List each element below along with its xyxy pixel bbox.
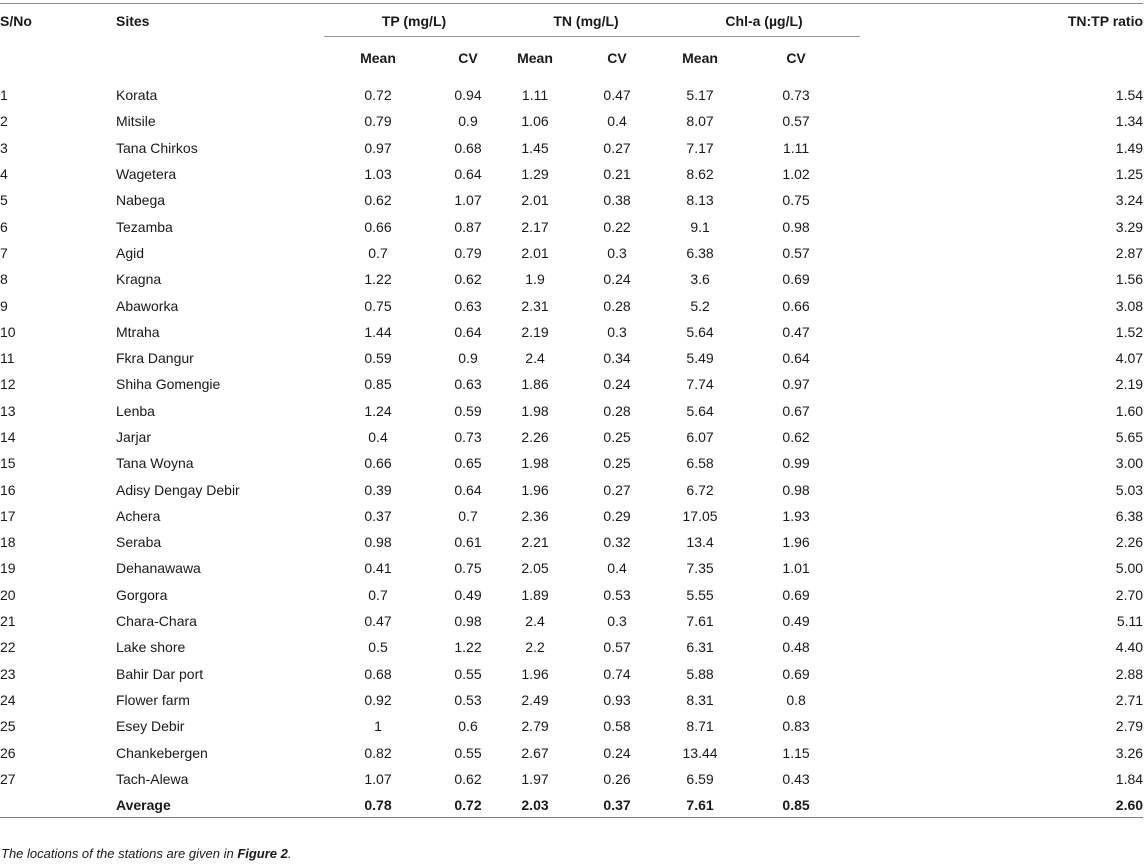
row-site: Bahir Dar port [116,665,204,682]
row-tn-cv: 0.22 [603,218,631,235]
row-tp-cv: 0.63 [454,297,482,314]
row-tp-mean: 1.03 [364,166,392,183]
header-tn-cv: CV [607,49,627,66]
row-tn-mean: 1.86 [521,376,549,393]
row-site: Korata [116,87,158,104]
average-tp-cv: 0.72 [432,792,504,818]
row-tn-cv: 0.25 [603,429,631,445]
row-chl-mean: 5.64 [686,323,714,340]
row-tp-mean: 0.39 [364,481,392,498]
row-tp-cv: 0.75 [454,560,482,577]
row-chl-cv: 0.49 [782,613,810,630]
row-tp-cv: 0.55 [454,665,482,682]
table-row [0,345,1143,371]
row-number: 16 [0,481,16,498]
row-tn-mean: 2.31 [521,297,549,314]
row-chl-mean: 5.17 [686,87,714,104]
row-tp-mean: 0.59 [364,350,392,367]
row-tp-cv: 0.79 [454,244,482,261]
row-site: Wagetera [116,166,177,183]
row-chl-cv: 0.97 [782,376,810,393]
row-tn-cv: 0.74 [603,665,631,682]
row-chl-mean: 6.58 [686,455,714,472]
row-chl-cv: 1.96 [782,534,810,551]
row-ratio: 4.40 [1115,639,1144,656]
table-row [0,503,1143,529]
row-tp-mean: 0.72 [364,87,392,104]
row-ratio: 3.26 [1115,744,1144,761]
table-row [0,108,1143,134]
average-chl-mean: 7.61 [668,792,732,818]
table-row [0,555,1143,581]
row-chl-mean: 6.38 [686,244,714,261]
row-tn-cv: 0.38 [603,192,631,209]
row-tn-cv: 0.34 [603,350,631,367]
header-row-1 [0,4,1143,37]
row-ratio: 1.49 [1115,139,1144,156]
row-tp-mean: 0.7 [368,244,388,261]
row-chl-cv: 0.66 [782,297,810,314]
table-row [0,766,1143,792]
row-chl-mean: 8.07 [686,113,714,130]
row-tn-cv: 0.4 [607,113,627,130]
row-chl-cv: 0.62 [782,429,810,445]
row-chl-mean: 8.31 [686,691,714,708]
row-chl-mean: 13.44 [682,744,718,761]
header-tp-mean: Mean [360,49,396,66]
row-tp-cv: 0.55 [454,744,482,761]
table-row [0,292,1143,318]
row-chl-cv: 1.15 [782,744,810,761]
row-chl-mean: 8.71 [686,718,714,735]
row-tn-cv: 0.53 [603,586,631,603]
row-tp-cv: 0.73 [454,429,482,445]
data-table [0,4,1143,818]
row-tn-cv: 0.21 [603,166,631,183]
header-tn: TN (mg/L) [504,4,668,37]
row-tn-mean: 2.21 [521,534,549,551]
table-row [0,687,1143,713]
row-number: 8 [0,271,8,288]
row-chl-mean: 5.55 [686,586,714,603]
row-chl-mean: 7.61 [686,613,714,630]
row-chl-cv: 0.64 [782,350,810,367]
row-ratio: 5.03 [1115,481,1144,498]
row-chl-mean: 6.59 [686,770,714,787]
row-tn-cv: 0.29 [603,507,631,524]
header-tn-mean: Mean [517,49,553,66]
row-number: 20 [0,586,16,603]
row-chl-mean: 5.64 [686,402,714,419]
row-number: 13 [0,402,16,419]
row-ratio: 2.87 [1115,244,1144,261]
row-tn-mean: 2.19 [521,323,549,340]
header-ratio: TN:TP ratio [1067,12,1144,29]
row-ratio: 5.65 [1115,429,1144,445]
row-tp-cv: 0.9 [458,113,478,130]
row-ratio: 1.52 [1115,323,1144,340]
row-tp-mean: 0.85 [364,376,392,393]
row-ratio: 2.70 [1115,586,1144,603]
row-tn-mean: 1.9 [525,271,545,288]
row-chl-mean: 9.1 [690,218,710,235]
row-tp-cv: 0.62 [454,770,482,787]
row-chl-cv: 0.75 [782,192,810,209]
table-row [0,319,1143,345]
row-chl-cv: 0.8 [786,691,806,708]
table-row [0,739,1143,765]
row-ratio: 6.38 [1115,507,1144,524]
table-body [0,78,1143,818]
table-row [0,424,1143,450]
row-chl-cv: 0.69 [782,271,810,288]
row-tp-cv: 1.22 [454,639,482,656]
row-chl-mean: 17.05 [682,507,718,524]
table-row [0,135,1143,161]
table-row [0,266,1143,292]
row-tp-cv: 0.7 [458,507,478,524]
row-number: 4 [0,166,8,183]
row-tp-mean: 1.22 [364,271,392,288]
row-number: 2 [0,113,8,130]
header-tp-cv: CV [458,49,478,66]
row-chl-cv: 0.99 [782,455,810,472]
row-tn-mean: 2.2 [525,639,545,656]
row-tp-cv: 0.64 [454,166,482,183]
row-tn-mean: 2.4 [525,350,545,367]
row-tn-mean: 1.97 [521,770,549,787]
row-tp-mean: 0.66 [364,218,392,235]
average-row [0,792,1143,818]
row-number: 23 [0,665,16,682]
row-chl-cv: 0.83 [782,718,810,735]
row-tn-mean: 2.36 [521,507,549,524]
row-site: Fkra Dangur [116,350,194,367]
row-tn-cv: 0.3 [607,613,627,630]
row-number: 25 [0,718,16,735]
row-chl-mean: 8.62 [686,166,714,183]
row-tn-mean: 2.79 [521,718,549,735]
row-ratio: 1.60 [1115,402,1144,419]
row-site: Lenba [116,402,155,419]
table-row [0,187,1143,213]
row-tn-cv: 0.24 [603,744,631,761]
table-row [0,608,1143,634]
row-site: Tana Woyna [116,455,194,472]
row-tn-cv: 0.28 [603,297,631,314]
row-number: 26 [0,744,16,761]
row-chl-cv: 0.48 [782,639,810,656]
row-chl-mean: 6.72 [686,481,714,498]
row-tp-cv: 0.68 [454,139,482,156]
row-tp-cv: 0.63 [454,376,482,393]
row-tp-mean: 0.4 [368,429,388,445]
row-chl-cv: 1.01 [782,560,810,577]
row-chl-cv: 0.98 [782,481,810,498]
row-site: Kragna [116,271,162,288]
row-number: 3 [0,139,8,156]
figure-reference: Figure 2 [237,846,288,861]
row-site: Jarjar [116,429,152,445]
row-tn-cv: 0.26 [603,770,631,787]
table-row [0,661,1143,687]
row-number: 18 [0,534,16,551]
row-tp-cv: 0.53 [454,691,482,708]
row-site: Flower farm [116,691,190,708]
row-tn-mean: 1.89 [521,586,549,603]
row-tn-mean: 2.26 [521,429,549,445]
row-tp-cv: 0.98 [454,613,482,630]
average-chl-cv: 0.85 [732,792,860,818]
row-site: Shiha Gomengie [116,376,221,393]
row-chl-mean: 5.49 [686,350,714,367]
table-row [0,240,1143,266]
row-tn-mean: 2.17 [521,218,549,235]
header-tp: TP (mg/L) [324,4,504,37]
row-ratio: 1.54 [1115,87,1144,104]
row-ratio: 3.00 [1115,455,1144,472]
row-number: 7 [0,244,8,261]
row-site: Achera [116,507,161,524]
row-chl-mean: 7.17 [686,139,714,156]
row-tn-cv: 0.28 [603,402,631,419]
row-tp-cv: 0.59 [454,402,482,419]
row-site: Agid [116,244,145,261]
row-chl-cv: 0.69 [782,586,810,603]
row-chl-mean: 5.88 [686,665,714,682]
table-row [0,398,1143,424]
average-label: Average [116,792,324,818]
row-site: Chara-Chara [116,613,197,630]
row-tn-cv: 0.3 [607,323,627,340]
row-number: 11 [0,350,15,367]
row-tn-mean: 2.01 [521,244,549,261]
row-ratio: 3.29 [1115,218,1144,235]
row-ratio: 3.24 [1115,192,1144,209]
table-row [0,529,1143,555]
row-ratio: 3.08 [1115,297,1144,314]
table-row [0,476,1143,502]
row-tp-cv: 0.65 [454,455,482,472]
row-tn-mean: 1.29 [521,166,549,183]
row-tp-mean: 0.68 [364,665,392,682]
row-number: 22 [0,639,16,656]
row-ratio: 2.19 [1115,376,1144,393]
row-chl-mean: 7.35 [686,560,714,577]
row-site: Mitsile [116,113,156,130]
row-tp-mean: 0.62 [364,192,392,209]
row-tp-mean: 0.92 [364,691,392,708]
row-chl-mean: 13.4 [686,534,714,551]
row-tn-mean: 1.96 [521,665,549,682]
row-tp-cv: 0.62 [454,271,482,288]
row-chl-cv: 0.57 [782,113,810,130]
row-tn-mean: 1.11 [521,87,549,104]
header-sno: S/No [0,12,32,29]
row-tn-mean: 1.96 [521,481,549,498]
row-chl-mean: 6.31 [686,639,714,656]
row-tn-cv: 0.27 [603,139,631,156]
table-row [0,713,1143,739]
row-number: 14 [0,429,16,445]
row-chl-cv: 0.73 [782,87,810,104]
row-site: Chankebergen [116,744,208,761]
row-chl-cv: 0.98 [782,218,810,235]
row-tn-cv: 0.4 [607,560,627,577]
header-chla-cv: CV [786,49,806,66]
table-row [0,634,1143,660]
row-tn-mean: 2.01 [521,192,549,209]
row-tp-mean: 0.79 [364,113,392,130]
row-tn-cv: 0.24 [603,376,631,393]
row-number: 21 [0,613,16,630]
row-tp-cv: 0.6 [458,718,478,735]
average-tn-cv: 0.37 [566,792,668,818]
row-tp-mean: 1.44 [364,323,392,340]
row-tn-cv: 0.25 [603,455,631,472]
row-chl-cv: 0.67 [782,402,810,419]
row-ratio: 2.79 [1115,718,1144,735]
row-site: Mtraha [116,323,160,340]
row-tn-mean: 2.49 [521,691,549,708]
row-site: Dehanawawa [116,560,201,577]
row-chl-mean: 3.6 [690,271,710,288]
row-tn-mean: 2.05 [521,560,549,577]
row-chl-cv: 1.11 [782,139,810,156]
row-tp-mean: 0.66 [364,455,392,472]
row-tp-mean: 0.82 [364,744,392,761]
row-number: 9 [0,297,8,314]
row-chl-cv: 0.47 [782,323,810,340]
row-tp-mean: 0.47 [364,613,392,630]
row-chl-mean: 5.2 [690,297,710,314]
row-ratio: 2.26 [1115,534,1144,551]
row-tn-cv: 0.3 [607,244,627,261]
row-tp-mean: 0.98 [364,534,392,551]
row-tp-cv: 0.61 [454,534,482,551]
table-row [0,450,1143,476]
row-tn-cv: 0.58 [603,718,631,735]
row-chl-cv: 0.43 [782,770,810,787]
row-site: Lake shore [116,639,186,656]
row-tn-mean: 1.98 [521,455,549,472]
row-site: Adisy Dengay Debir [116,481,240,498]
row-tp-cv: 0.94 [454,87,482,104]
table-footnote: The locations of the stations are given in Figure 2. [1,846,292,861]
row-chl-mean: 6.07 [686,429,714,445]
row-site: Gorgora [116,586,168,603]
row-tp-mean: 0.7 [368,586,388,603]
row-number: 6 [0,218,8,235]
row-tn-cv: 0.47 [603,87,631,104]
header-chla: Chl-a (µg/L) [668,4,860,37]
row-number: 10 [0,323,16,340]
row-ratio: 1.56 [1115,271,1144,288]
row-chl-cv: 1.93 [782,507,810,524]
row-site: Seraba [116,534,162,551]
row-site: Abaworka [116,297,179,314]
row-chl-cv: 0.57 [782,244,810,261]
row-tp-mean: 0.41 [364,560,392,577]
row-tp-cv: 0.9 [458,350,478,367]
table-row [0,161,1143,187]
row-number: 24 [0,691,16,708]
row-number: 15 [0,455,16,472]
row-ratio: 5.11 [1116,613,1144,630]
row-tp-mean: 0.37 [364,507,392,524]
row-tp-mean: 0.97 [364,139,392,156]
row-number: 1 [0,87,8,104]
row-number: 19 [0,560,16,577]
row-site: Tana Chirkos [116,139,198,156]
row-tn-mean: 2.67 [521,744,549,761]
row-tp-mean: 1.07 [364,770,392,787]
row-tn-mean: 1.45 [521,139,549,156]
row-tp-cv: 1.07 [454,192,482,209]
row-ratio: 2.71 [1115,691,1144,708]
row-ratio: 1.84 [1115,770,1144,787]
row-ratio: 5.00 [1115,560,1144,577]
row-tp-mean: 0.75 [364,297,392,314]
row-chl-cv: 1.02 [782,166,810,183]
row-tp-cv: 0.64 [454,481,482,498]
row-tn-mean: 1.98 [521,402,549,419]
row-tn-mean: 2.4 [525,613,545,630]
row-tn-cv: 0.24 [603,271,631,288]
row-tp-mean: 1 [374,718,382,735]
header-chla-mean: Mean [682,49,718,66]
row-site: Esey Debir [116,718,185,735]
row-chl-mean: 7.74 [686,376,714,393]
row-chl-cv: 0.69 [782,665,810,682]
average-tn-mean: 2.03 [504,792,566,818]
row-ratio: 4.07 [1115,350,1144,367]
row-tn-mean: 1.06 [521,113,549,130]
row-tp-cv: 0.87 [454,218,482,235]
row-tn-cv: 0.27 [603,481,631,498]
row-number: 17 [0,507,16,524]
table-row [0,582,1143,608]
header-sites: Sites [116,12,150,29]
row-tp-mean: 1.24 [364,402,392,419]
row-tp-cv: 0.64 [454,323,482,340]
header-row-2 [0,37,1143,78]
row-tn-cv: 0.32 [603,534,631,551]
average-ratio: 2.60 [860,792,1143,818]
row-ratio: 1.25 [1115,166,1144,183]
table-row [0,78,1143,108]
table-row [0,371,1143,397]
row-site: Tach-Alewa [116,770,189,787]
row-site: Nabega [116,192,166,209]
row-tp-cv: 0.49 [454,586,482,603]
row-chl-mean: 8.13 [686,192,714,209]
row-site: Tezamba [116,218,173,235]
row-number: 5 [0,192,8,209]
row-number: 12 [0,376,16,393]
row-tn-cv: 0.93 [603,691,631,708]
row-tp-mean: 0.5 [368,639,388,656]
row-tn-cv: 0.57 [603,639,631,656]
average-tp-mean: 0.78 [324,792,432,818]
table-row [0,213,1143,239]
row-ratio: 2.88 [1115,665,1144,682]
row-number: 27 [0,770,16,787]
row-ratio: 1.34 [1115,113,1144,130]
